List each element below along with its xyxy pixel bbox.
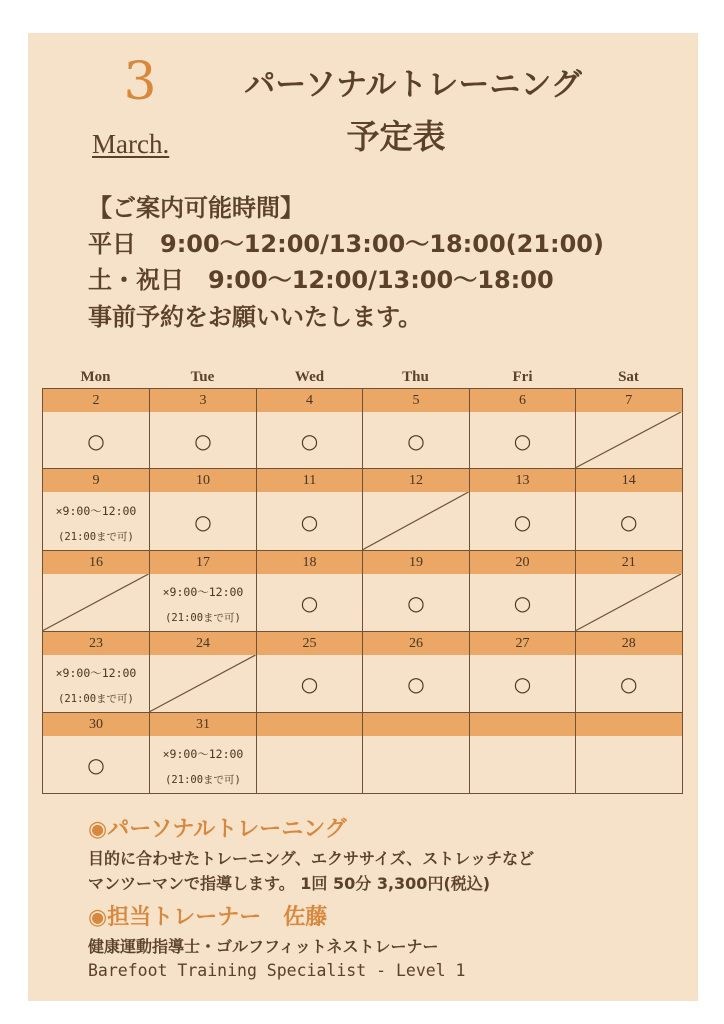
- day-number: 18: [257, 551, 362, 574]
- available-mark: ○: [513, 591, 532, 615]
- calendar-day-cell: [470, 389, 576, 469]
- day-number: 21: [576, 551, 682, 574]
- day-number: [576, 713, 682, 736]
- day-number: 27: [470, 632, 575, 655]
- available-mark: ○: [620, 672, 638, 696]
- calendar-day-cell: [363, 713, 470, 794]
- day-number: 13: [470, 469, 575, 492]
- day-number: 4: [257, 389, 362, 412]
- calendar-day-cell: [470, 632, 576, 713]
- calendar-day-cell: [43, 632, 150, 713]
- calendar-day-cell: [257, 469, 363, 551]
- page-title: パーソナルトレーニング: [244, 67, 582, 103]
- calendar-day-cell: [470, 551, 576, 632]
- calendar-day-cell: [363, 469, 470, 551]
- day-number: 12: [363, 469, 469, 492]
- calendar-day-cell: [43, 389, 150, 469]
- reservation-note: 事前予約をお願いいたします。: [88, 303, 423, 331]
- extended-hours-note: (21:00まで可): [58, 692, 134, 705]
- extended-hours-note: (21:00まで可): [165, 611, 241, 624]
- page-subtitle: 予定表: [346, 117, 446, 156]
- day-number: 14: [576, 469, 682, 492]
- calendar-day-cell: [576, 632, 683, 713]
- calendar-day-cell: [257, 632, 363, 713]
- available-mark: ○: [87, 428, 105, 453]
- training-heading: ◉パーソナルトレーニング: [88, 817, 347, 842]
- day-number: 17: [150, 551, 256, 574]
- calendar-day-cell: [43, 713, 150, 794]
- available-mark: ○: [194, 509, 212, 534]
- calendar-day-cell: [43, 551, 150, 632]
- day-number: 2: [43, 389, 149, 412]
- closed-day-slash: [576, 574, 681, 631]
- day-number: 11: [257, 469, 362, 492]
- unavailable-time-note: ×9:00～12:00: [162, 747, 244, 762]
- closed-day-slash: [150, 655, 256, 712]
- closed-day-slash: [576, 412, 681, 468]
- unavailable-time-note: ×9:00～12:00: [55, 666, 137, 681]
- day-number: 3: [150, 389, 256, 412]
- calendar-day-cell: [257, 713, 363, 794]
- trainer-qualification: 健康運動指導士・ゴルフフィットネストレーナー: [88, 937, 439, 956]
- available-mark: ○: [300, 591, 319, 615]
- day-number: 16: [43, 551, 149, 574]
- hours-heading: 【ご案内可能時間】: [88, 194, 304, 222]
- available-mark: ○: [407, 428, 425, 453]
- training-price: マンツーマンで指導します。 1回 50分 3,300円(税込): [88, 874, 491, 893]
- calendar-day-cell: [576, 713, 683, 794]
- available-mark: ○: [300, 428, 319, 453]
- day-number: 26: [363, 632, 469, 655]
- calendar-day-cell: [257, 551, 363, 632]
- day-number: 19: [363, 551, 469, 574]
- available-mark: ○: [300, 672, 319, 696]
- available-mark: ○: [407, 672, 425, 696]
- day-number: 28: [576, 632, 682, 655]
- day-number: 30: [43, 713, 149, 736]
- calendar-day-cell: [150, 632, 257, 713]
- day-name-wed: Wed: [294, 369, 325, 385]
- day-number: [363, 713, 469, 736]
- available-mark: ○: [513, 672, 532, 696]
- hours-weekday: 平日 9:00～12:00/13:00～18:00(21:00): [88, 230, 604, 258]
- available-mark: ○: [513, 509, 532, 534]
- trainer-certification: Barefoot Training Specialist - Level 1: [88, 961, 466, 980]
- calendar-day-cell: [470, 469, 576, 551]
- day-number: [257, 713, 362, 736]
- calendar-day-cell: [363, 389, 470, 469]
- available-mark: ○: [513, 428, 532, 453]
- calendar-day-cell: [150, 389, 257, 469]
- day-name-sat: Sat: [618, 369, 639, 385]
- calendar-grid: [42, 388, 683, 794]
- month-name: March.: [92, 129, 170, 159]
- day-number: 6: [470, 389, 575, 412]
- day-number: 23: [43, 632, 149, 655]
- unavailable-time-note: ×9:00～12:00: [162, 585, 244, 600]
- day-number: [470, 713, 575, 736]
- calendar-day-cell: [150, 469, 257, 551]
- calendar-day-cell: [576, 551, 683, 632]
- day-number: 20: [470, 551, 575, 574]
- day-number: 9: [43, 469, 149, 492]
- day-number: 5: [363, 389, 469, 412]
- available-mark: ○: [620, 509, 638, 534]
- available-mark: ○: [194, 428, 212, 453]
- day-number: 10: [150, 469, 256, 492]
- unavailable-time-note: ×9:00～12:00: [55, 503, 137, 518]
- extended-hours-note: (21:00まで可): [58, 530, 134, 543]
- day-number: 7: [576, 389, 682, 412]
- day-number: 24: [150, 632, 256, 655]
- calendar-day-cell: [363, 632, 470, 713]
- calendar-day-cell: [257, 389, 363, 469]
- extended-hours-note: (21:00まで可): [165, 773, 241, 786]
- closed-day-slash: [43, 574, 149, 631]
- calendar-day-cell: [363, 551, 470, 632]
- available-mark: ○: [407, 591, 425, 615]
- day-name-mon: Mon: [80, 369, 111, 385]
- hours-weekend: 土・祝日 9:00～12:00/13:00～18:00: [88, 266, 554, 294]
- day-number: 31: [150, 713, 256, 736]
- day-name-tue: Tue: [190, 369, 215, 385]
- day-name-thu: Thu: [402, 369, 429, 385]
- day-name-fri: Fri: [512, 369, 533, 385]
- calendar-day-cell: [576, 389, 683, 469]
- month-number: 3: [123, 52, 157, 112]
- calendar-day-cell: [43, 469, 150, 551]
- available-mark: ○: [87, 752, 105, 777]
- trainer-heading: ◉担当トレーナー 佐藤: [88, 905, 328, 930]
- day-number: 25: [257, 632, 362, 655]
- calendar-day-cell: [150, 713, 257, 794]
- closed-day-slash: [363, 492, 469, 550]
- training-description: 目的に合わせたトレーニング、エクササイズ、ストレッチなど: [88, 849, 535, 868]
- available-mark: ○: [300, 509, 319, 534]
- calendar-day-cell: [470, 713, 576, 794]
- calendar-day-cell: [576, 469, 683, 551]
- calendar-day-cell: [150, 551, 257, 632]
